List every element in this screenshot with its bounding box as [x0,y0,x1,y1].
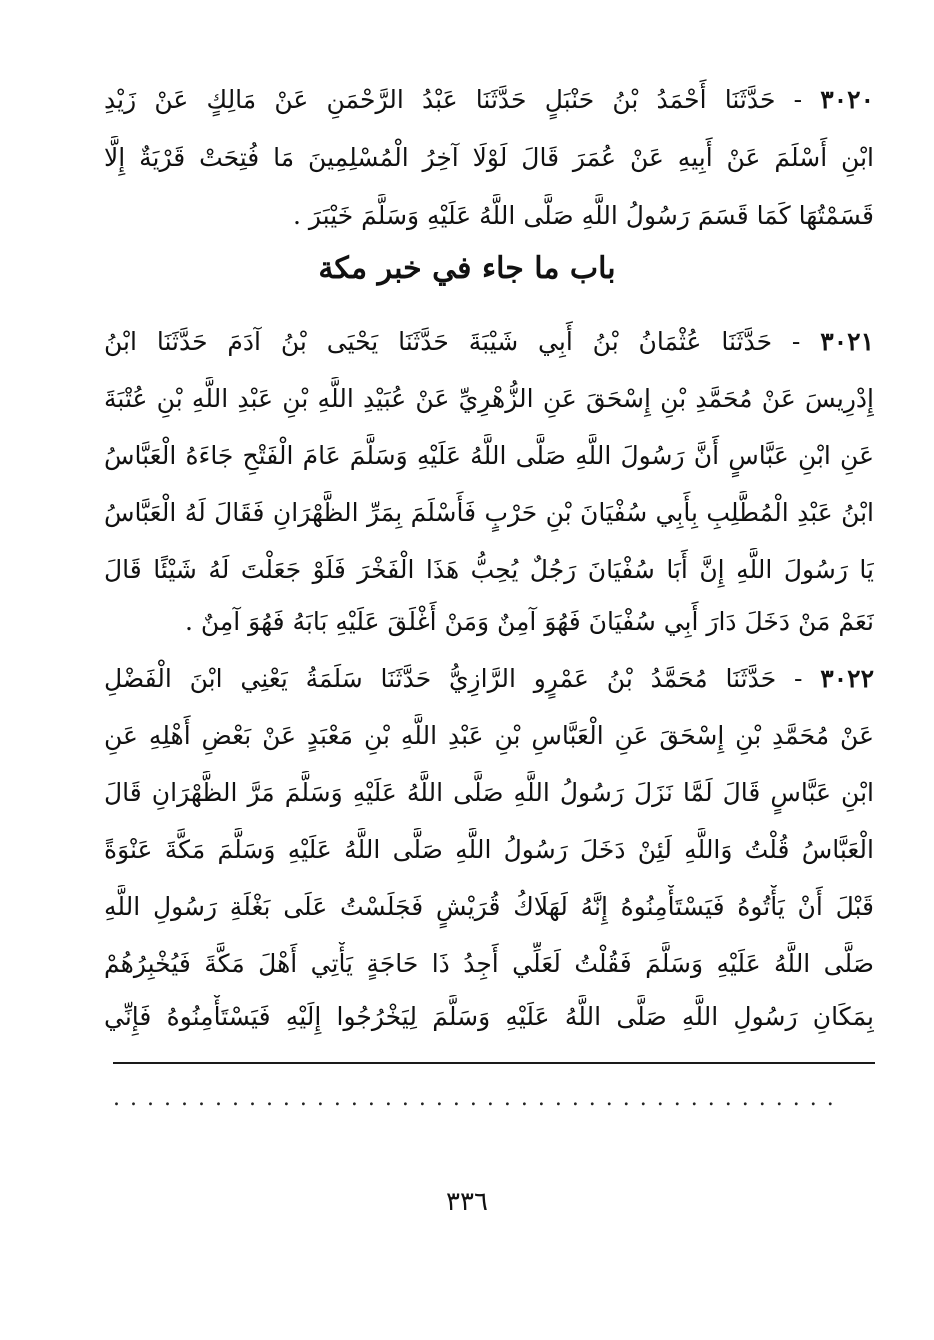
hadith-3022-line-7: بِمَكَانِ رَسُولِ اللَّهِ صَلَّى اللَّهُ عَلَيْهِ وَسَلَّمَ لِيَخْرُجُوا إِلَيْهِ فَيَسْتَأْمِنُوهُ فَإِنِّي [104,1002,874,1031]
footnote-rule [113,1062,875,1064]
hadith-3022-number: ٣٠٢٢ [820,664,874,693]
hadith-3021-line-3: عَنِ ابْنِ عَبَّاسٍ أَنَّ رَسُولَ اللَّهِ صَلَّى اللَّهُ عَلَيْهِ وَسَلَّمَ عَامَ الْفَتْحِ جَاءَهُ الْعَبَّاسُ [104,441,874,470]
hadith-3021-line-2: إِدْرِيسَ عَنْ مُحَمَّدِ بْنِ إِسْحَقَ عَنِ الزُّهْرِيِّ عَنْ عُبَيْدِ اللَّهِ بْنِ عَبْدِ اللَّهِ بْنِ عُتْبَةَ [104,384,874,413]
hadith-3022-text-1: - حَدَّثَنَا مُحَمَّدُ بْنُ عَمْرٍو الرَّازِيُّ حَدَّثَنَا سَلَمَةُ يَعْنِي ابْنَ الْفَضْلِ [104,664,803,693]
hadith-3022-line-1 [104,657,874,701]
hadith-3021-line-6: نَعَمْ مَنْ دَخَلَ دَارَ أَبِي سُفْيَانَ فَهُوَ آمِنٌ وَمَنْ أَغْلَقَ عَلَيْهِ بَابَهُ فَهُوَ آمِنٌ . [184,607,874,636]
hadith-3021-line-5: يَا رَسُولَ اللَّهِ إِنَّ أَبَا سُفْيَانَ رَجُلٌ يُحِبُّ هَذَا الْفَخْرَ فَلَوْ جَعَلْتَ لَهُ شَيْئًا قَالَ [104,555,874,584]
hadith-3021-number: ٣٠٢١ [820,327,874,356]
page-number: ٣٣٦ [446,1187,488,1217]
hadith-3020-text-1: - حَدَّثَنَا أَحْمَدُ بْنُ حَنْبَلٍ حَدَّثَنَا عَبْدُ الرَّحْمَنِ عَنْ مَالِكٍ عَنْ زَيْدِ [104,85,803,114]
hadith-3020-line-3: قَسَمْتُهَا كَمَا قَسَمَ رَسُولُ اللَّهِ صَلَّى اللَّهُ عَلَيْهِ وَسَلَّمَ خَيْبَرَ . [292,201,874,230]
hadith-3021-line-4: ابْنُ عَبْدِ الْمُطَّلِبِ بِأَبِي سُفْيَانَ بْنِ حَرْبٍ فَأَسْلَمَ بِمَرِّ الظَّهْرَانِ فَقَالَ لَهُ الْعَبَّاسُ [104,498,874,527]
chapter-heading: باب ما جاء في خبر مكة [318,251,616,286]
hadith-3020-line-1 [104,78,874,122]
hadith-3020-line-2: ابْنِ أَسْلَمَ عَنْ أَبِيهِ عَنْ عُمَرَ قَالَ لَوْلَا آخِرُ الْمُسْلِمِينَ مَا فُتِحَتْ قَرْيَةٌ إِلَّا [104,143,874,172]
footnote-dots: ........................................... [113,1086,844,1111]
hadith-3020-number: ٣٠٢٠ [820,85,874,114]
hadith-3022-line-6: صَلَّى اللَّهُ عَلَيْهِ وَسَلَّمَ فَقُلْتُ لَعَلِّي أَجِدُ ذَا حَاجَةٍ يَأْتِي أَهْلَ مَكَّةَ فَيُخْبِرُهُمْ [104,949,874,978]
hadith-3022-line-2: عَنْ مُحَمَّدِ بْنِ إِسْحَقَ عَنِ الْعَبَّاسِ بْنِ عَبْدِ اللَّهِ بْنِ مَعْبَدٍ عَنْ بَعْضِ أَهْلِهِ عَنِ [104,721,874,750]
hadith-3022-line-5: قَبْلَ أَنْ يَأْتُوهُ فَيَسْتَأْمِنُوهُ إِنَّهُ لَهَلَاكُ قُرَيْشٍ فَجَلَسْتُ عَلَى بَغْلَةِ رَسُولِ اللَّهِ [104,892,874,921]
hadith-3021-text-1: - حَدَّثَنَا عُثْمَانُ بْنُ أَبِي شَيْبَةَ حَدَّثَنَا يَحْيَى بْنُ آدَمَ حَدَّثَنَا ابْنُ [104,327,801,356]
hadith-3021-line-1 [104,320,874,364]
hadith-3022-line-4: الْعَبَّاسُ قُلْتُ وَاللَّهِ لَئِنْ دَخَلَ رَسُولُ اللَّهِ صَلَّى اللَّهُ عَلَيْهِ وَسَلَّمَ مَكَّةَ عَنْوَةً [104,835,874,864]
hadith-3022-line-3: ابْنِ عَبَّاسٍ قَالَ لَمَّا نَزَلَ رَسُولُ اللَّهِ صَلَّى اللَّهُ عَلَيْهِ وَسَلَّمَ مَرَّ الظَّهْرَانِ قَالَ [104,778,874,807]
